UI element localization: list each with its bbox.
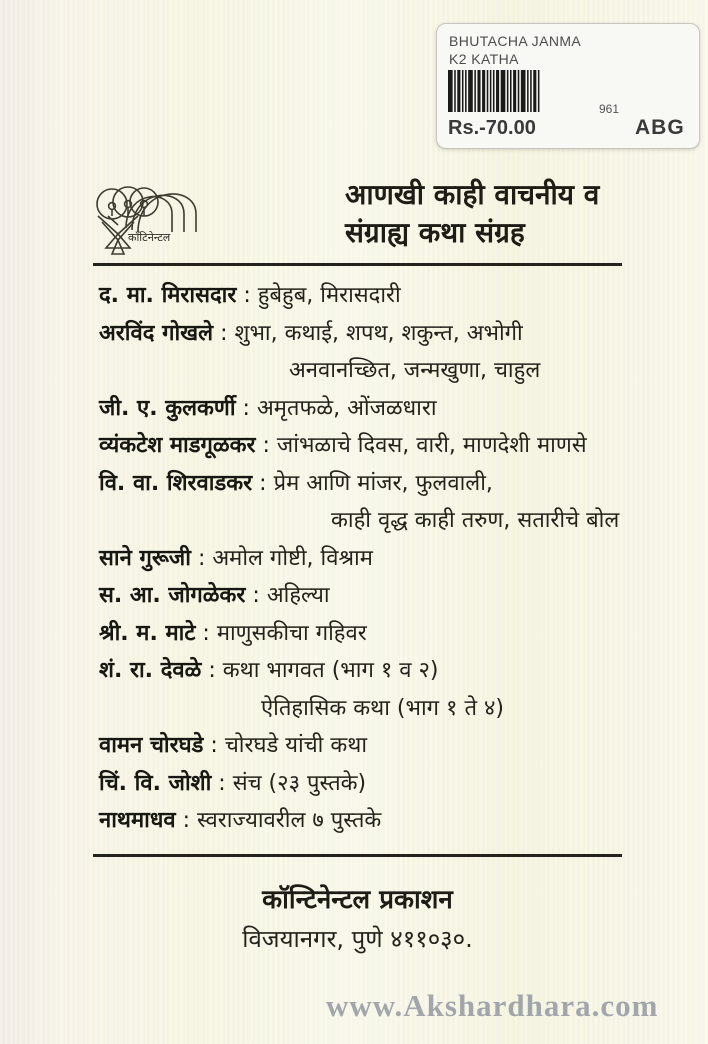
sticker-book-title: BHUTACHA JANMA xyxy=(449,33,582,49)
page-title-line1: आणखी काही वाचनीय व xyxy=(345,178,600,211)
book-list-row xyxy=(99,652,659,690)
book-list-row xyxy=(99,577,659,615)
book-list-row xyxy=(99,727,659,765)
book-titles: अमोल गोष्टी, विश्राम xyxy=(212,545,373,571)
book-titles: स्वराज्यावरील ७ पुस्तके xyxy=(197,808,382,833)
page-title-line2: संग्राह्य कथा संग्रह xyxy=(345,216,525,249)
watermark-text: www.Akshardhara.com xyxy=(326,988,659,1023)
book-titles: अहिल्या xyxy=(266,583,330,608)
author-name: चिं. वि. जोशी xyxy=(99,770,212,796)
book-titles: ऐतिहासिक कथा (भाग १ ते ४) xyxy=(261,695,505,721)
book-list-row xyxy=(99,427,659,465)
author-title-separator: : xyxy=(175,808,197,833)
book-list-row xyxy=(99,615,659,653)
book-list xyxy=(99,277,659,840)
book-list-row xyxy=(99,802,659,840)
book-titles: शुभा, कथाई, शपथ, शकुन्त, अभोगी xyxy=(234,320,523,346)
divider-bottom xyxy=(93,854,622,857)
author-name: अरविंद गोखले xyxy=(99,320,214,346)
book-list-row xyxy=(99,765,659,803)
book-titles: अनवानच्छित, जन्मखुणा, चाहुल xyxy=(289,358,541,383)
author-title-separator: : xyxy=(252,470,274,496)
author-name: शं. रा. देवळे xyxy=(99,658,202,683)
book-list-row xyxy=(99,352,659,390)
author-title-separator: : xyxy=(235,395,257,421)
price-text: Rs.-70.00 xyxy=(448,117,536,139)
book-list-row xyxy=(99,465,659,503)
author-name: नाथमाधव xyxy=(99,808,176,833)
sticker-number: 961 xyxy=(599,102,620,116)
barcode-image xyxy=(448,70,540,112)
author-name: साने गुरूजी xyxy=(99,545,191,571)
author-name: श्री. म. माटे xyxy=(99,620,196,646)
book-list-row xyxy=(99,502,659,540)
publisher-address: विजयानगर, पुणे ४११०३०. xyxy=(242,925,473,953)
book-titles: जांभळाचे दिवस, वारी, माणदेशी माणसे xyxy=(276,433,587,458)
author-title-separator: : xyxy=(195,620,217,646)
book-titles: कथा भागवत (भाग १ व २) xyxy=(222,658,439,683)
author-title-separator: : xyxy=(211,770,233,796)
author-title-separator: : xyxy=(255,433,277,458)
peacock-logo-icon xyxy=(92,170,202,260)
author-name: वि. वा. शिरवाडकर xyxy=(99,470,253,496)
book-list-row xyxy=(99,315,659,353)
book-titles: काही वृद्ध काही तरुण, सतारीचे बोल xyxy=(331,508,620,533)
author-title-separator: : xyxy=(203,733,225,758)
author-name: व्यंकटेश माडगूळकर xyxy=(99,433,256,458)
author-title-separator: : xyxy=(201,658,223,683)
divider-top xyxy=(93,263,622,266)
author-title-separator: : xyxy=(236,283,258,308)
book-list-row xyxy=(99,390,659,428)
author-title-separator: : xyxy=(245,583,267,608)
book-titles: प्रेम आणि मांजर, फुलवाली, xyxy=(273,470,493,496)
book-list-row xyxy=(99,690,659,728)
book-titles: हुबेहुब, मिरासदारी xyxy=(257,283,401,308)
book-titles: माणुसकीचा गहिवर xyxy=(216,620,367,646)
publisher-logo xyxy=(92,170,202,260)
author-name: जी. ए. कुलकर्णी xyxy=(99,395,236,421)
author-title-separator: : xyxy=(213,320,235,346)
book-list-row xyxy=(99,540,659,578)
logo-caption: कॉंटिनेन्टल xyxy=(128,231,171,244)
author-name: वामन चोरघडे xyxy=(99,733,204,758)
footer xyxy=(93,880,622,958)
book-titles: अमृतफळे, ओंजळधारा xyxy=(256,395,437,421)
sticker-category: K2 KATHA xyxy=(449,51,519,67)
author-name: द. मा. मिरासदार xyxy=(99,283,237,308)
book-list-row xyxy=(99,277,659,315)
book-titles: संच (२३ पुस्तके) xyxy=(232,770,367,796)
sticker-code: ABG xyxy=(635,116,685,139)
publisher-name: कॉन्टिनेन्टल प्रकाशन xyxy=(262,885,453,915)
page-title xyxy=(345,176,675,252)
author-name: स. आ. जोगळेकर xyxy=(99,583,246,608)
price-sticker xyxy=(436,23,700,149)
book-titles: चोरघडे यांची कथा xyxy=(224,733,368,758)
author-title-separator: : xyxy=(190,545,213,571)
